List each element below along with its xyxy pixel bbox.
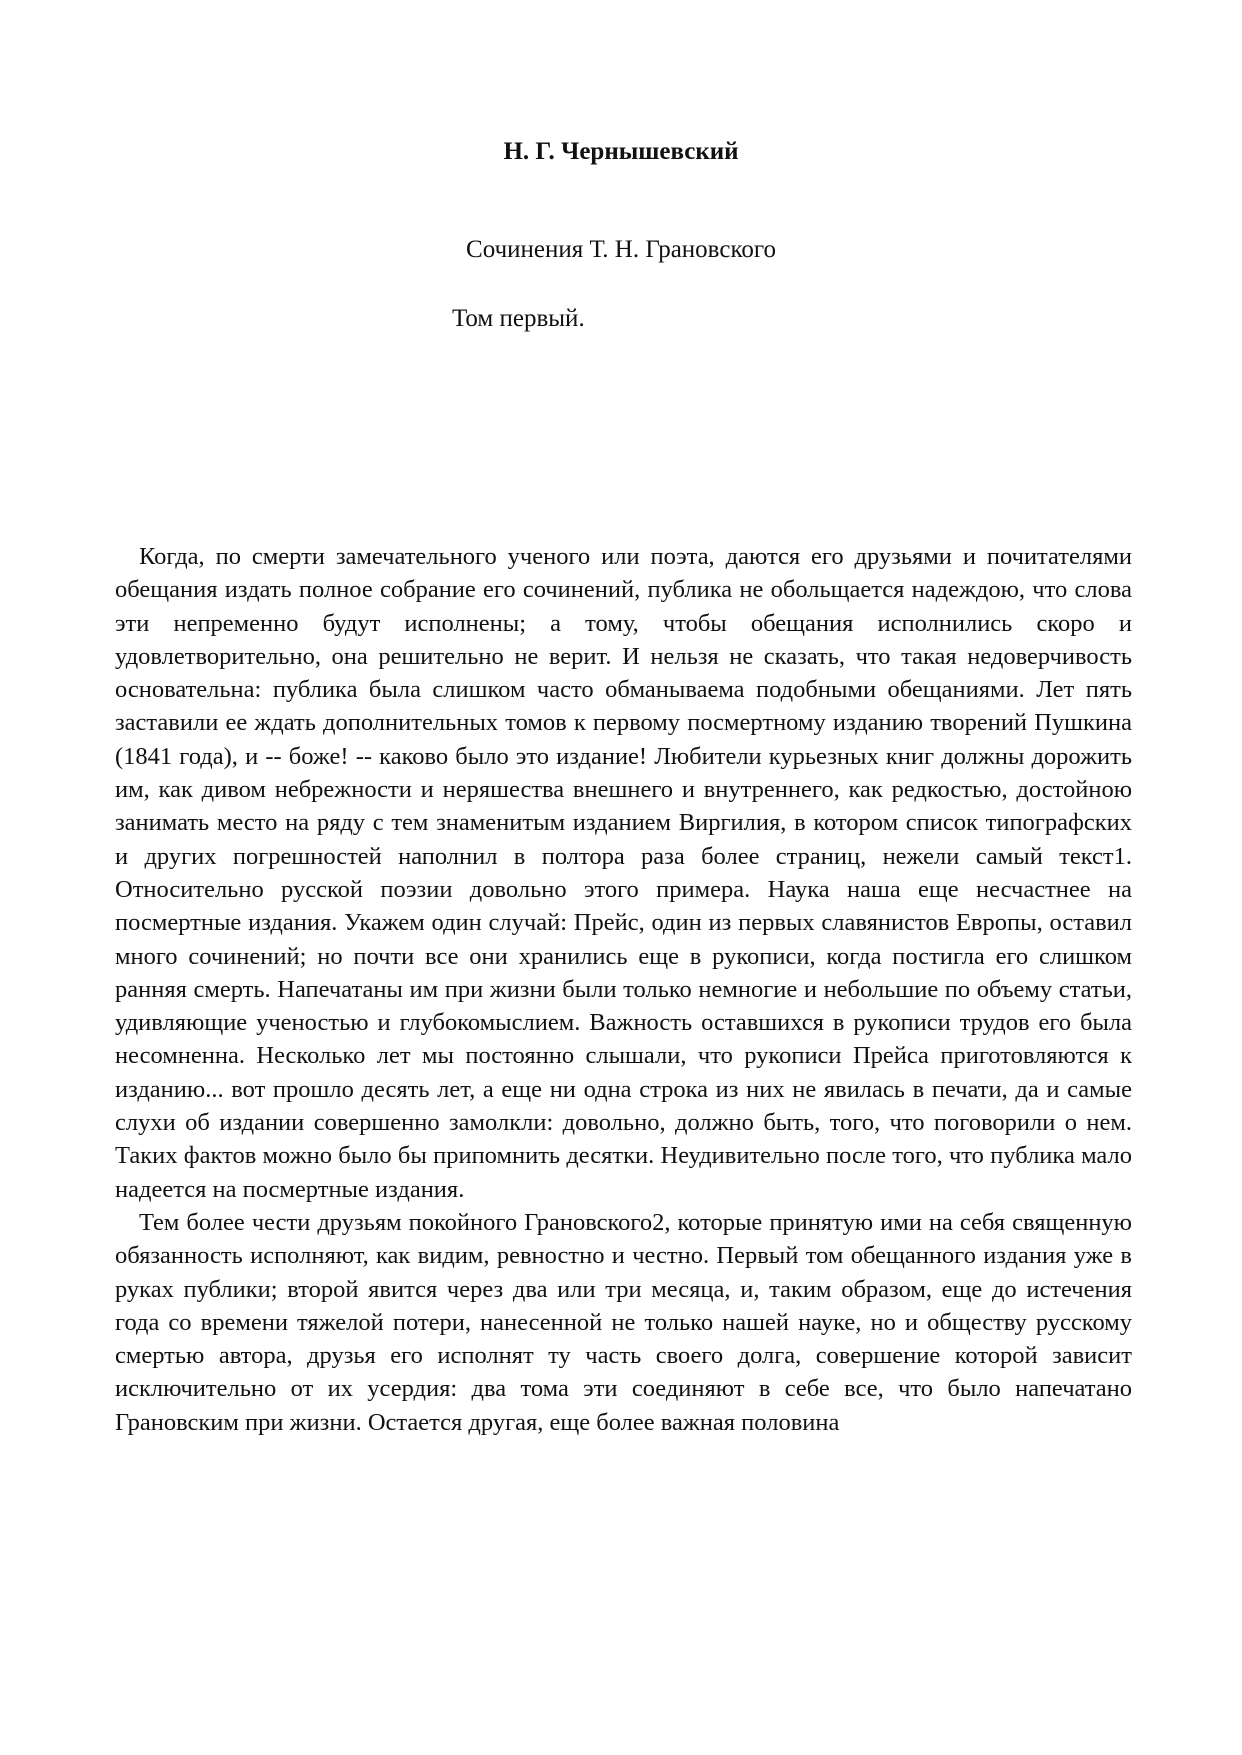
body-text	[115, 540, 1132, 1439]
volume-label: Том первый.	[452, 305, 585, 332]
author-heading: Н. Г. Чернышевский	[503, 138, 739, 165]
paragraph-2: Тем более чести друзьям покойного Грановского2, которые принятую ими на себя священную обязанность исполняют, как видим, ревностно и честно. Первый том обещанного издания уже в руках публики; второй явится через два или три месяца, и, таким образом, еще до истечения года со времени тяжелой потери, нанесенной не только нашей науке, но и обществу русскому смертью автора, друзья его исполнят ту часть своего долга, совершение которой зависит исключительно от их усердия: два тома эти соединяют в себе все, что было напечатано Грановским при жизни. Остается другая, еще более важная половина	[115, 1208, 1132, 1436]
paragraph-1: Когда, по смерти замечательного ученого или поэта, даются его друзьями и почитателями обещания издать полное собрание его сочинений, публика не обольщается надеждою, что слова эти непременно будут исполнены; а тому, чтобы обещания исполнились скоро и удовлетворительно, она решительно не верит. И нельзя не сказать, что такая недоверчивость основательна: публика была слишком часто обманываема подобными обещаниями. Лет пять заставили ее ждать дополнительных томов к первому посмертному изданию творений Пушкина (1841 года), и -- боже! -- каково было это издание! Любители курьезных книг должны дорожить им, как дивом небрежности и неряшества внешнего и внутреннего, как редкостью, достойною занимать место на ряду с тем знаменитым изданием Виргилия, в котором список типографских и других погрешностей наполнил в полтора раза более страниц, нежели самый текст1. Относительно русской поэзии довольно этого примера. Наука наша еще несчастнее на посмертные издания. Укажем один случай: Прейс, один из первых славянистов Европы, оставил много сочинений; но почти все они хранились еще в рукописи, когда постигла его слишком ранняя смерть. Напечатаны им при жизни были только немногие и небольшие по объему статьи, удивляющие ученостью и глубокомыслием. Важность оставшихся в рукописи трудов его была несомненна. Несколько лет мы постоянно слышали, что рукописи Прейса приготовляются к изданию... вот прошло десять лет, а еще ни одна строка из них не явилась в печати, да и самые слухи об издании совершенно замолкли: довольно, должно быть, того, что поговорили о нем. Таких фактов можно было бы припомнить десятки. Неудивительно после того, что публика мало надеется на посмертные издания.	[115, 543, 1132, 1203]
work-title: Сочинения Т. Н. Грановского	[466, 236, 776, 263]
